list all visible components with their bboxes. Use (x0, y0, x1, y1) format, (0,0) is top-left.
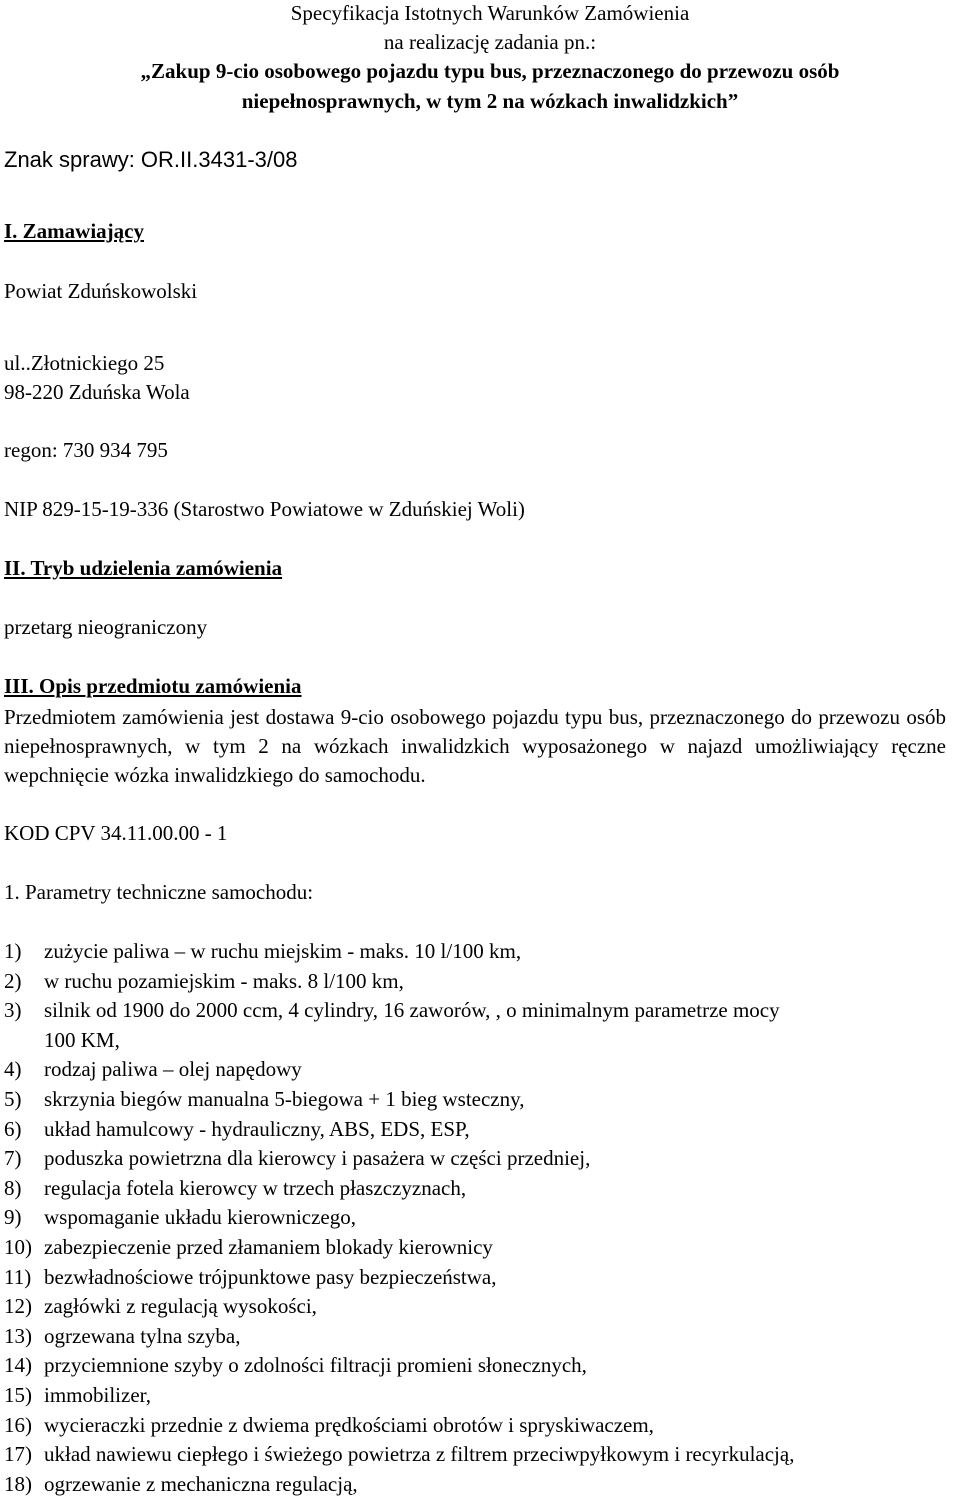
list-item-number: 17) (4, 1442, 32, 1467)
list-item (4, 967, 954, 997)
orderer-street: ul..Złotnickiego 25 (4, 351, 165, 375)
list-item-text-continued: 100 KM, (44, 1027, 120, 1052)
list-item-number: 9) (4, 1205, 22, 1230)
list-item-text: skrzynia biegów manualna 5-biegowa + 1 bieg wsteczny, (44, 1086, 525, 1111)
list-item-number: 15) (4, 1382, 32, 1407)
list-item-number: 8) (4, 1175, 22, 1200)
document-title-line2: niepełnosprawnych, w tym 2 na wózkach inwalidzkich” (241, 89, 739, 113)
list-item-text: immobilizer, (44, 1382, 152, 1407)
list-item-number: 2) (4, 968, 22, 993)
list-item (4, 937, 954, 967)
list-item-text: układ nawiewu ciepłego i świeżego powietrza z filtrem przeciwpyłkowym i recyrkulacją, (44, 1442, 795, 1467)
list-item-number: 18) (4, 1471, 32, 1496)
list-item (4, 996, 954, 1055)
list-item (4, 1144, 954, 1174)
list-item-number: 6) (4, 1116, 22, 1141)
list-item (4, 1381, 954, 1411)
orderer-regon: regon: 730 934 795 (4, 438, 168, 462)
list-item-text: bezwładnościowe trójpunktowe pasy bezpieczeństwa, (44, 1264, 497, 1289)
document-heading-line1: Specyfikacja Istotnych Warunków Zamówienia (290, 1, 690, 25)
section2-title: II. Tryb udzielenia zamówienia (4, 556, 283, 580)
cpv-code: KOD CPV 34.11.00.00 - 1 (4, 821, 228, 845)
orderer-nip: NIP 829-15-19-336 (Starostwo Powiatowe w Zduńskiej Woli) (4, 497, 525, 521)
case-number: Znak sprawy: OR.II.3431-3/08 (4, 147, 298, 172)
list-item (4, 1263, 954, 1293)
list-item-number: 5) (4, 1086, 22, 1111)
list-item (4, 1470, 954, 1499)
section1-title: I. Zamawiający (4, 219, 144, 243)
list-item-text: w ruchu pozamiejskim - maks. 8 l/100 km, (44, 968, 404, 993)
list-item-text: rodzaj paliwa – olej napędowy (44, 1057, 302, 1082)
list-item-text: układ hamulcowy - hydrauliczny, ABS, EDS, ESP, (44, 1116, 470, 1141)
list-item-text: wycieraczki przednie z dwiema prędkościami obrotów i spryskiwaczem, (44, 1412, 654, 1437)
list-item-number: 11) (4, 1264, 32, 1289)
list-item (4, 1351, 954, 1381)
list-item (4, 1085, 954, 1115)
list-item (4, 1233, 954, 1263)
list-item (4, 1115, 954, 1145)
list-item (4, 1292, 954, 1322)
list-item-text: ogrzewana tylna szyba, (44, 1323, 241, 1348)
parameters-list (4, 937, 954, 1499)
order-description: Przedmiotem zamówienia jest dostawa 9-cio osobowego pojazdu typu bus, przeznaczonego do przewozu osób niepełnosprawnych, w tym 2 na wózkach inwalidzkich wyposażonego w najazd umożliwiający ręczne wepchnięcie wózka inwalidzkiego do samochodu. (4, 705, 946, 787)
list-item-text: silnik od 1900 do 2000 ccm, 4 cylindry, 16 zaworów, , o minimalnym parametrze mocy (44, 998, 780, 1023)
list-item-text: zabezpieczenie przed złamaniem blokady kierownicy (44, 1234, 493, 1259)
list-item-text: poduszka powietrzna dla kierowcy i pasażera w części przedniej, (44, 1146, 591, 1171)
list-item-number: 16) (4, 1412, 32, 1437)
list-item (4, 1174, 954, 1204)
list-item-number: 14) (4, 1353, 32, 1378)
list-item-number: 7) (4, 1146, 22, 1171)
list-item-text: zużycie paliwa – w ruchu miejskim - maks. 10 l/100 km, (44, 939, 522, 963)
document-title-line1: „Zakup 9-cio osobowego pojazdu typu bus, przeznaczonego do przewozu osób (140, 59, 840, 83)
list-item (4, 1203, 954, 1233)
list-item (4, 1411, 954, 1441)
list-item (4, 1322, 954, 1352)
list-item-number: 12) (4, 1294, 32, 1319)
list-item (4, 1055, 954, 1085)
list-item-text: zagłówki z regulacją wysokości, (44, 1294, 317, 1319)
section3-title: III. Opis przedmiotu zamówienia (4, 674, 302, 698)
list-item-text: przyciemnione szyby o zdolności filtracji promieni słonecznych, (44, 1353, 587, 1378)
list-item-text: wspomaganie układu kierowniczego, (44, 1205, 356, 1230)
orderer-city: 98-220 Zduńska Wola (4, 380, 190, 404)
list-item-number: 4) (4, 1057, 22, 1082)
procedure-type: przetarg nieograniczony (4, 615, 208, 639)
list-item-text: regulacja fotela kierowcy w trzech płaszczyznach, (44, 1175, 467, 1200)
list-item-number: 1) (4, 939, 22, 963)
list-item-number: 13) (4, 1323, 32, 1348)
list-item-number: 10) (4, 1234, 32, 1259)
list-item-text: ogrzewanie z mechaniczna regulacją, (44, 1471, 358, 1496)
parameters-title: 1. Parametry techniczne samochodu: (4, 880, 314, 904)
orderer-name: Powiat Zduńskowolski (4, 279, 198, 303)
document-heading-line2: na realizację zadania pn.: (383, 30, 597, 54)
list-item (4, 1440, 954, 1470)
list-item-number: 3) (4, 998, 22, 1023)
